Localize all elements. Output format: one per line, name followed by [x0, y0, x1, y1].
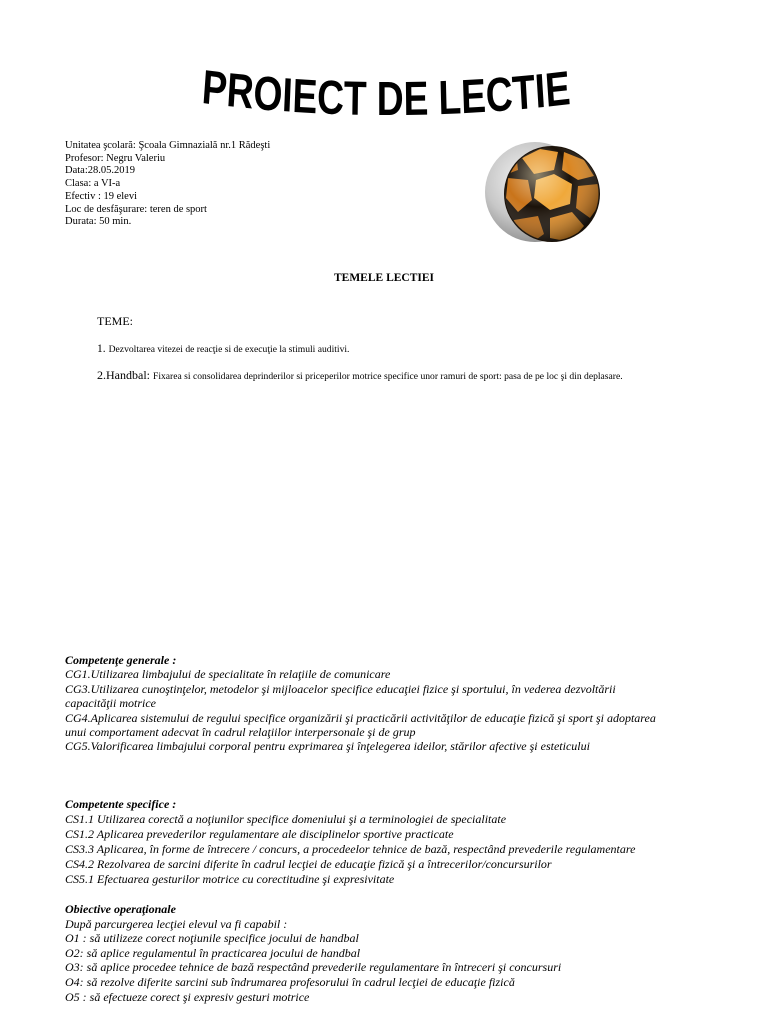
specific-competence-line: CS5.1 Efectuarea gesturilor motrice cu corectitudine şi expresivitate: [65, 871, 395, 886]
themes-heading: TEMELE LECTIEI: [333, 272, 435, 284]
general-competence-line: capacităţii motrice: [65, 696, 156, 711]
general-competence-line: CG1.Utilizarea limbajului de specialitate în relaţiile de comunicare: [65, 667, 391, 682]
general-competences-section: [65, 653, 656, 754]
theme-number: 1.: [97, 343, 106, 355]
lesson-info: [65, 140, 270, 229]
objectives-heading: Obiective operaţionale: [65, 902, 176, 916]
info-location: Loc de desfăşurare: teren de sport: [65, 203, 207, 215]
objective-line: O5 : să efectueze corect şi expresiv gesturi motrice: [65, 989, 310, 1004]
objectives-section: [65, 902, 561, 1004]
specific-competences-heading: Competente specifice :: [65, 797, 177, 811]
objective-line: O1 : să utilizeze corect noţiunile specifice jocului de handbal: [65, 931, 359, 946]
info-class: Clasa: a VI-a: [65, 178, 121, 190]
objective-line: O2: să aplice regulamentul în practicarea jocului de handbal: [65, 945, 361, 960]
svg-text:PROIECT DE LECTIE: [200, 61, 571, 127]
objective-line: O3: să aplice procedee tehnice de bază respectând prevederile regulamentare în întreceri şi concursuri: [65, 960, 562, 975]
specific-competence-line: CS1.1 Utilizarea corectă a noţiunilor specifice domeniului şi a terminologiei de specialitate: [65, 811, 507, 826]
themes-label: TEME:: [97, 314, 133, 328]
specific-competence-line: CS3.3 Aplicarea, în forme de întrecere / concurs, a procedeelor tehnice de bază, respectând prevederile regulamentare: [65, 841, 636, 856]
general-competence-line: CG3.Utilizarea cunoştinţelor, metodelor şi mijloacelor specifice educaţiei fizice şi sportului, în vederea dezvoltării: [65, 681, 616, 696]
info-headcount: Efectiv : 19 elevi: [65, 190, 138, 202]
document-title: [190, 55, 582, 130]
info-duration: Durata: 50 min.: [65, 216, 132, 228]
info-school: Unitatea şcolară: Şcoala Gimnazială nr.1 Rădeşti: [65, 140, 271, 151]
general-competence-line: CG5.Valorificarea limbajului corporal pentru exprimarea şi înţelegerea ideilor, stărilor afective şi esteticului: [65, 739, 590, 754]
specific-competences-section: [65, 797, 635, 886]
theme-item: [97, 368, 623, 384]
specific-competence-line: CS1.2 Aplicarea prevederilor regulamentare ale disciplinelor sportive practicate: [65, 826, 454, 841]
ball-shading: [505, 147, 599, 241]
general-competence-line: unui comportament adecvat în cadrul relaţiilor interpersonale şi de grup: [65, 725, 416, 740]
info-date: Data:28.05.2019: [65, 165, 135, 177]
general-competences-heading: Competenţe generale :: [65, 653, 177, 667]
theme-text: Fixarea si consolidarea deprinderilor si priceperilor motrice specifice unor ramuri de sport: pasa de pe loc şi din deplasare.: [153, 371, 623, 382]
theme-text: Dezvoltarea vitezei de reacţie si de execuţie la stimuli auditivi.: [108, 344, 350, 355]
theme-number: 2.Handbal:: [97, 368, 150, 382]
objective-line: După parcurgerea lecţiei elevul va fi capabil :: [65, 916, 288, 931]
objective-line: O4: să rezolve diferite sarcini sub îndrumarea profesorului în cadrul lecţiei de educaţie fizică: [65, 974, 515, 989]
document-title-text: PROIECT DE LECTIE: [200, 60, 572, 127]
handball-image: [484, 140, 604, 246]
general-competence-line: CG4.Aplicarea sistemului de regului specifice organizării şi practicării activităţilor de educaţie fizică şi sport şi adoptarea: [65, 710, 656, 725]
theme-item: [97, 341, 349, 357]
info-teacher: Profesor: Negru Valeriu: [65, 152, 166, 164]
specific-competence-line: CS4.2 Rezolvarea de sarcini diferite în cadrul lecţiei de educaţie fizică şi a întrecerilor/concursurilor: [65, 856, 552, 871]
ball-panel: [588, 220, 604, 240]
